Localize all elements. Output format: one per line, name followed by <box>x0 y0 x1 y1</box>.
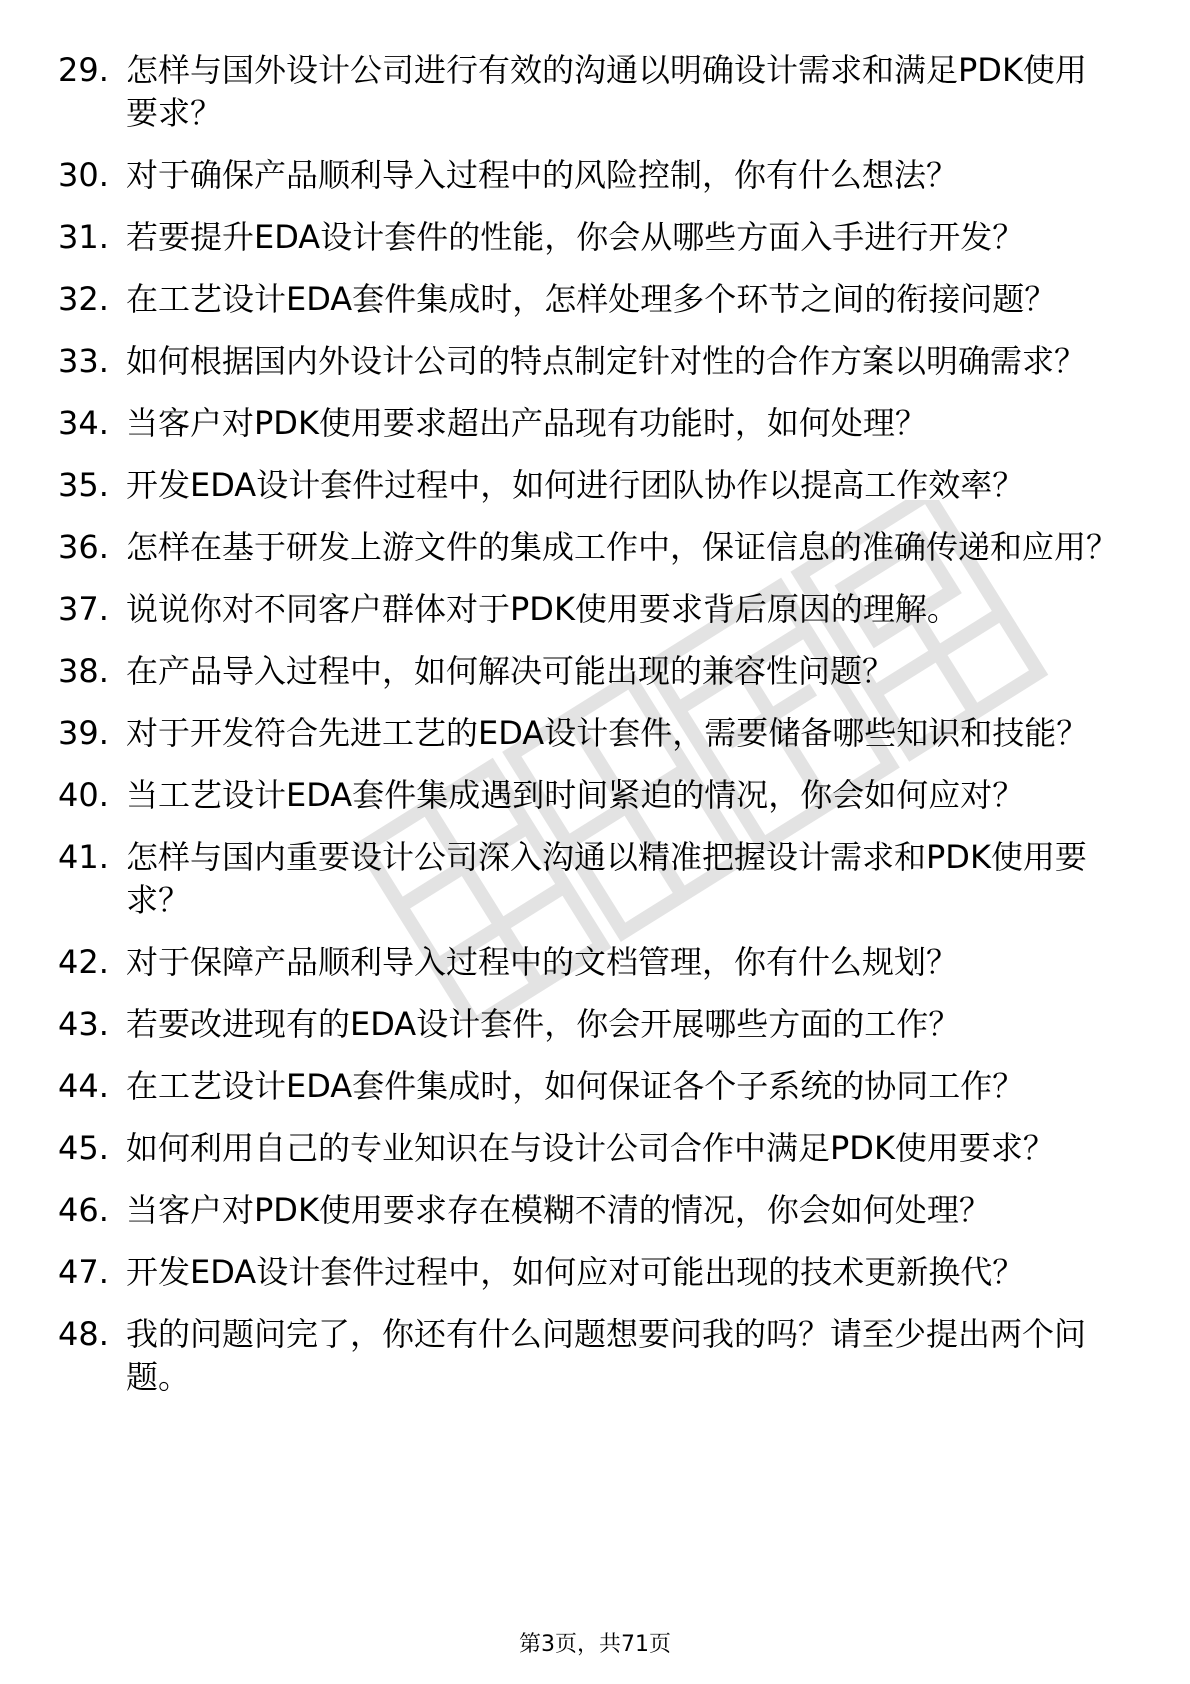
question-item <box>58 1003 1118 1046</box>
question-number: 29. <box>58 51 109 89</box>
question-item <box>58 712 1118 755</box>
question-number: 46. <box>58 1191 109 1229</box>
question-number: 32. <box>58 280 109 318</box>
question-item <box>58 526 1118 569</box>
question-text: 说说你对不同客户群体对于PDK使用要求背后原因的理解。 <box>126 590 959 628</box>
question-item <box>58 1065 1118 1108</box>
question-number: 37. <box>58 590 109 628</box>
question-text: 开发EDA设计套件过程中，如何应对可能出现的技术更新换代？ <box>126 1253 1025 1291</box>
question-text: 怎样与国外设计公司进行有效的沟通以明确设计需求和满足PDK使用要求？ <box>126 51 1087 132</box>
question-list <box>58 49 1118 1418</box>
question-number: 40. <box>58 776 109 814</box>
question-item <box>58 464 1118 507</box>
question-item <box>58 154 1118 197</box>
question-item <box>58 402 1118 445</box>
question-item <box>58 774 1118 817</box>
question-number: 44. <box>58 1067 109 1105</box>
question-text: 当客户对PDK使用要求存在模糊不清的情况，你会如何处理？ <box>126 1191 991 1229</box>
question-number: 43. <box>58 1005 109 1043</box>
question-number: 38. <box>58 652 109 690</box>
question-item <box>58 1127 1118 1170</box>
question-text: 对于确保产品顺利导入过程中的风险控制，你有什么想法？ <box>126 156 959 194</box>
question-item <box>58 340 1118 383</box>
question-number: 39. <box>58 714 109 752</box>
question-number: 42. <box>58 943 109 981</box>
page-number-label: 第3页，共71页 <box>519 1632 671 1657</box>
question-text: 当客户对PDK使用要求超出产品现有功能时，如何处理？ <box>126 404 927 442</box>
question-text: 在工艺设计EDA套件集成时，如何保证各个子系统的协同工作？ <box>126 1067 1025 1105</box>
question-text: 如何利用自己的专业知识在与设计公司合作中满足PDK使用要求？ <box>126 1129 1055 1167</box>
question-item <box>58 216 1118 259</box>
question-item <box>58 836 1118 922</box>
question-text: 如何根据国内外设计公司的特点制定针对性的合作方案以明确需求？ <box>126 342 1087 380</box>
question-item <box>58 1313 1118 1399</box>
question-text: 若要改进现有的EDA设计套件，你会开展哪些方面的工作？ <box>126 1005 961 1043</box>
question-item <box>58 650 1118 693</box>
question-item <box>58 1251 1118 1294</box>
question-number: 41. <box>58 838 109 876</box>
page-footer <box>0 1630 1190 1660</box>
question-number: 31. <box>58 218 109 256</box>
question-text: 怎样与国内重要设计公司深入沟通以精准把握设计需求和PDK使用要求？ <box>126 838 1087 919</box>
question-item <box>58 278 1118 321</box>
question-item <box>58 1189 1118 1232</box>
question-text: 怎样在基于研发上游文件的集成工作中，保证信息的准确传递和应用？ <box>126 528 1119 566</box>
question-text: 开发EDA设计套件过程中，如何进行团队协作以提高工作效率？ <box>126 466 1025 504</box>
question-text: 若要提升EDA设计套件的性能，你会从哪些方面入手进行开发？ <box>126 218 1025 256</box>
question-text: 对于开发符合先进工艺的EDA设计套件，需要储备哪些知识和技能？ <box>126 714 1089 752</box>
question-number: 47. <box>58 1253 109 1291</box>
question-number: 48. <box>58 1315 109 1353</box>
question-text: 在产品导入过程中，如何解决可能出现的兼容性问题？ <box>126 652 895 690</box>
question-item <box>58 588 1118 631</box>
question-item <box>58 941 1118 984</box>
question-item <box>58 49 1118 135</box>
question-text: 当工艺设计EDA套件集成遇到时间紧迫的情况，你会如何应对？ <box>126 776 1025 814</box>
question-text: 我的问题问完了，你还有什么问题想要问我的吗？请至少提出两个问题。 <box>126 1315 1087 1396</box>
question-number: 36. <box>58 528 109 566</box>
question-number: 45. <box>58 1129 109 1167</box>
question-number: 34. <box>58 404 109 442</box>
question-number: 35. <box>58 466 109 504</box>
question-number: 33. <box>58 342 109 380</box>
question-number: 30. <box>58 156 109 194</box>
question-text: 对于保障产品顺利导入过程中的文档管理，你有什么规划？ <box>126 943 959 981</box>
question-text: 在工艺设计EDA套件集成时，怎样处理多个环节之间的衔接问题？ <box>126 280 1057 318</box>
